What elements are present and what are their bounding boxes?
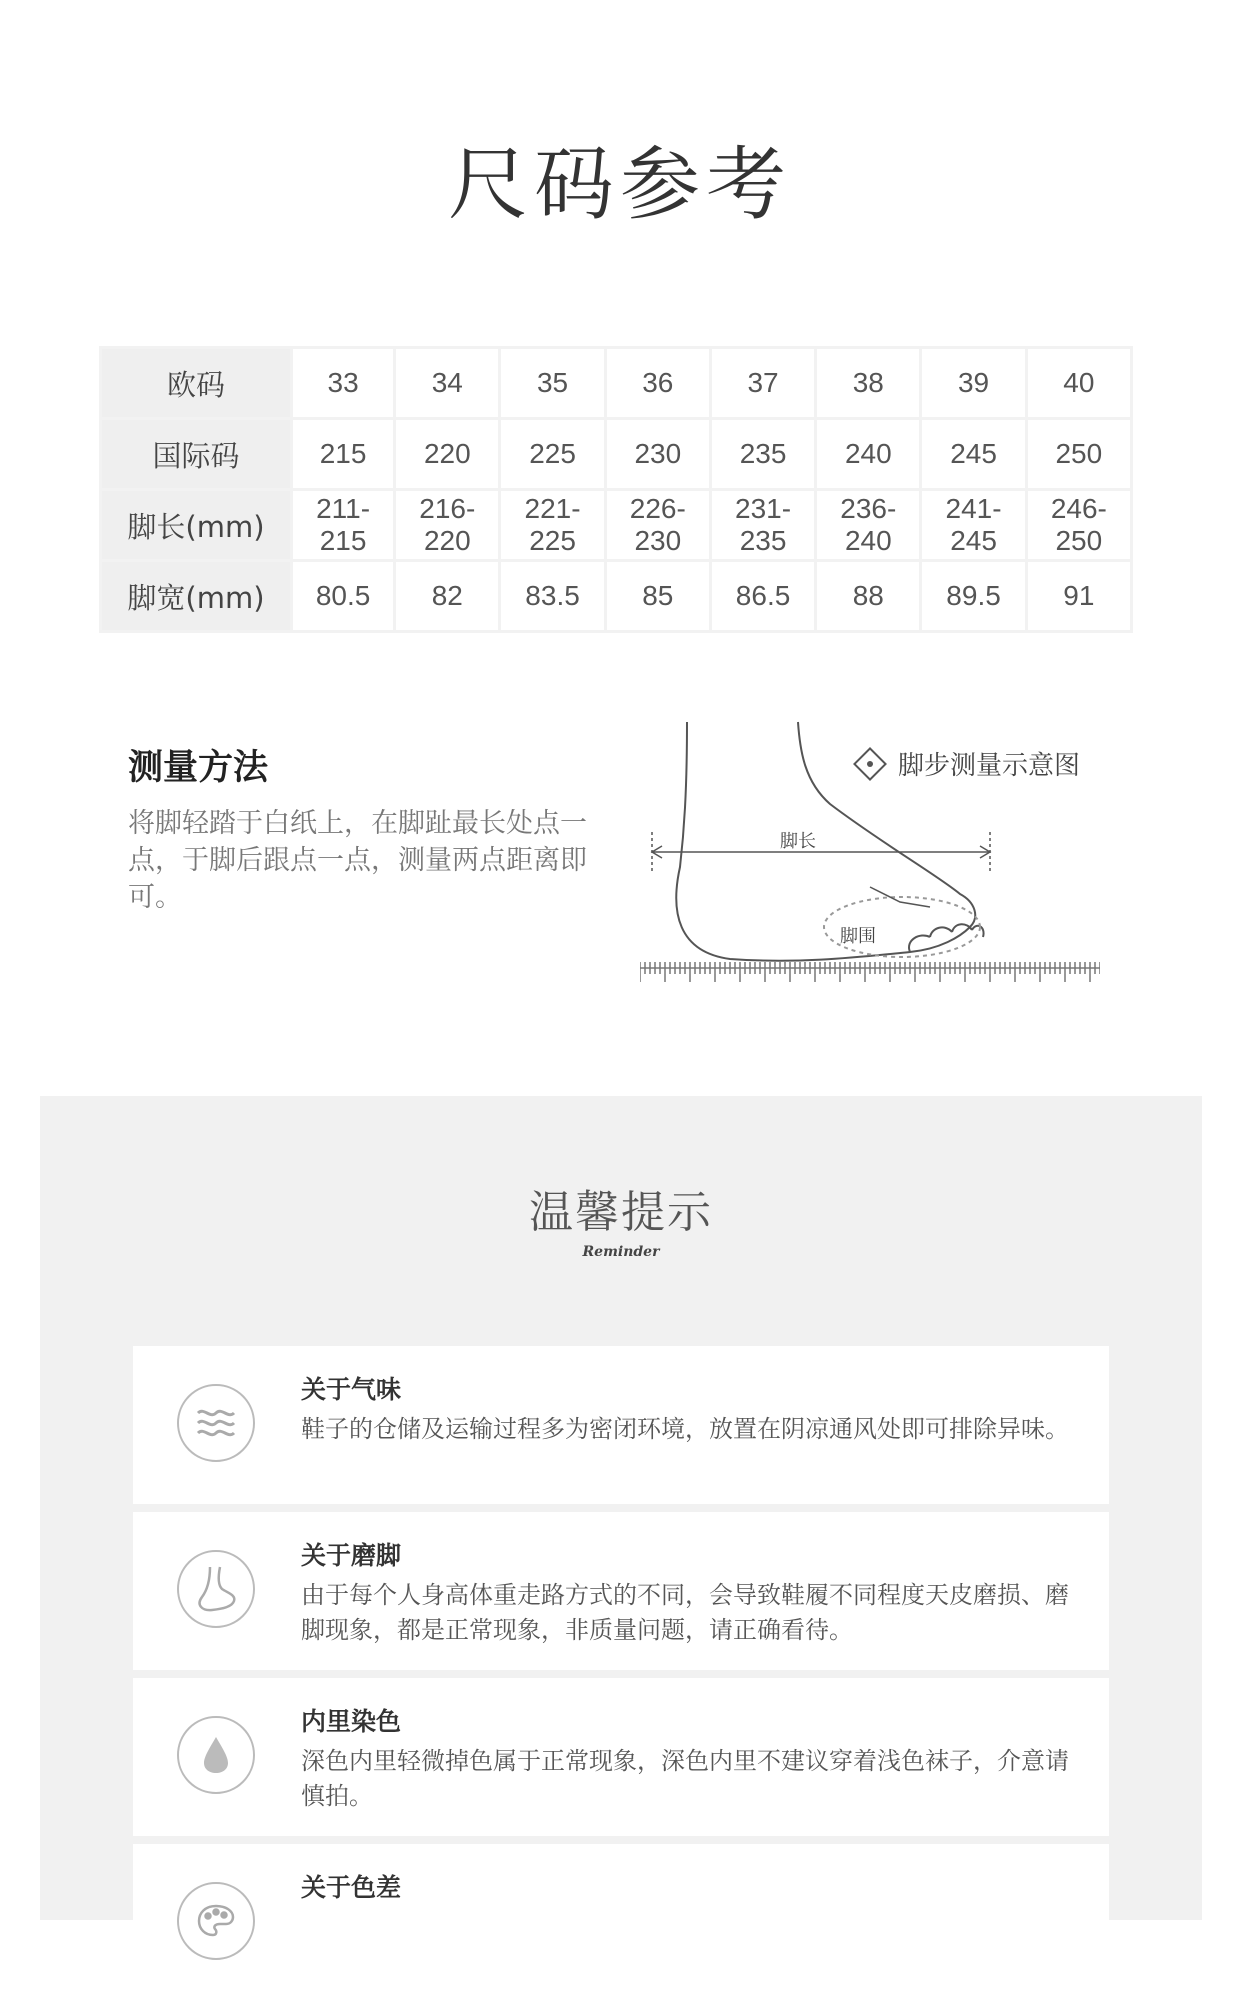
size-table-cell: 220 [395, 419, 500, 490]
tip-body: 鞋子的仓储及运输过程多为密闭环境，放置在阴凉通风处即可排除异味。 [301, 1415, 1069, 1443]
size-table-cell: 36 [605, 348, 710, 419]
size-table-row-label: 脚长(mm) [101, 490, 292, 561]
size-chart-table [99, 346, 1133, 633]
size-table-cell: 38 [816, 348, 921, 419]
page-title: 尺码参考 [448, 138, 792, 231]
size-table-cell: 250 [1026, 419, 1131, 490]
size-table-cell: 91 [1026, 561, 1131, 632]
girth-label: 脚围 [840, 926, 876, 947]
size-table-cell: 82 [395, 561, 500, 632]
size-table-cell: 39 [921, 348, 1026, 419]
foot-outline [676, 722, 975, 961]
size-table-cell: 40 [1026, 348, 1131, 419]
palette-icon [177, 1882, 255, 1960]
size-table-cell: 221-225 [500, 490, 605, 561]
reminder-panel [40, 1096, 1202, 1920]
size-table-cell: 33 [292, 348, 395, 419]
size-table-cell: 211-215 [292, 490, 395, 561]
size-table-row-label: 欧码 [101, 348, 292, 419]
size-table-cell: 246-250 [1026, 490, 1131, 561]
size-table-row [101, 561, 1132, 632]
size-table-cell: 235 [710, 419, 815, 490]
size-table-cell: 34 [395, 348, 500, 419]
odor-waves-icon [177, 1384, 255, 1462]
size-table-row-label: 国际码 [101, 419, 292, 490]
tip-heading: 关于气味 [301, 1375, 402, 1404]
size-table-cell: 230 [605, 419, 710, 490]
ruler [640, 962, 1100, 982]
size-table-cell: 86.5 [710, 561, 815, 632]
size-table-cell: 216-220 [395, 490, 500, 561]
length-label: 脚长 [780, 831, 816, 852]
tip-body: 深色内里轻微掉色属于正常现象，深色内里不建议穿着浅色袜子，介意请慎拍。 [301, 1747, 1069, 1810]
foot-measurement-diagram [640, 712, 1100, 982]
tip-body: 由于每个人身高体重走路方式的不同，会导致鞋履不同程度天皮磨损、磨脚现象，都是正常现象，非质量问题，请正确看待。 [301, 1581, 1069, 1644]
size-table-cell: 215 [292, 419, 395, 490]
measurement-title: 测量方法 [128, 748, 269, 788]
tip-card-color-difference [133, 1844, 1109, 2002]
size-table-cell: 240 [816, 419, 921, 490]
water-drop-icon [177, 1716, 255, 1794]
size-table-row-label: 脚宽(mm) [101, 561, 292, 632]
size-table-row [101, 348, 1132, 419]
size-table-cell: 231-235 [710, 490, 815, 561]
tip-heading: 关于磨脚 [301, 1541, 402, 1570]
size-table-cell: 83.5 [500, 561, 605, 632]
measurement-text: 将脚轻踏于白纸上，在脚趾最长处点一点，于脚后跟点一点，测量两点距离即可。 [128, 808, 587, 913]
tip-heading: 关于色差 [301, 1873, 402, 1902]
tip-heading: 内里染色 [301, 1707, 402, 1736]
foot-icon [177, 1550, 255, 1628]
size-table-cell: 245 [921, 419, 1026, 490]
reminder-subtitle: Reminder [582, 1244, 660, 1260]
size-table-row [101, 419, 1132, 490]
size-table-cell: 88 [816, 561, 921, 632]
tip-card-dye [133, 1678, 1109, 1836]
size-table-cell: 85 [605, 561, 710, 632]
size-table-cell: 236-240 [816, 490, 921, 561]
size-table-row [101, 490, 1132, 561]
size-table-cell: 241-245 [921, 490, 1026, 561]
size-table-cell: 37 [710, 348, 815, 419]
size-table-cell: 226-230 [605, 490, 710, 561]
toes-outline [909, 924, 984, 952]
diagram-caption-text: 脚步测量示意图 [898, 751, 1081, 781]
reminder-title: 温馨提示 [529, 1187, 713, 1238]
tip-card-odor [133, 1346, 1109, 1504]
size-table-cell: 225 [500, 419, 605, 490]
size-table-cell: 80.5 [292, 561, 395, 632]
size-table-cell: 89.5 [921, 561, 1026, 632]
tip-card-chafing [133, 1512, 1109, 1670]
size-table-cell: 35 [500, 348, 605, 419]
